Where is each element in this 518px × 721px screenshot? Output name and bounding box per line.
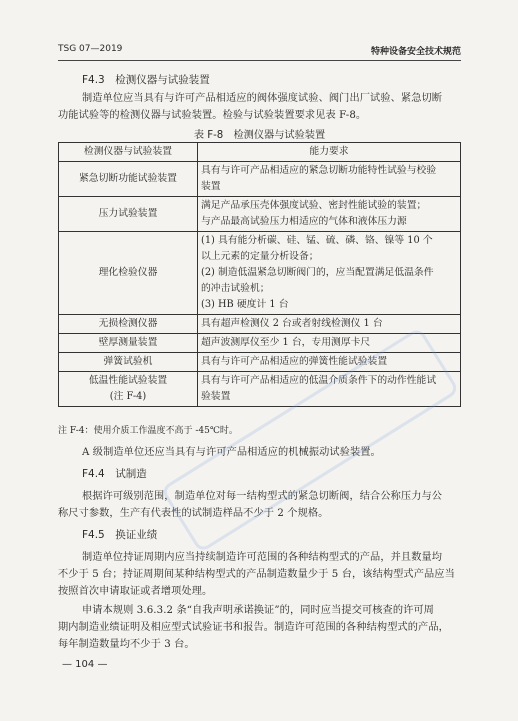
table-header-row xyxy=(59,143,461,162)
requirement-line: 与产品最高试验压力相适应的气体和液体压力源 xyxy=(201,216,407,227)
requirement-line: 验装置 xyxy=(201,391,231,402)
requirement-line: 具有与许可产品相适应的低温介质条件下的动作性能试 xyxy=(201,375,437,386)
table-caption: 表 F-8 检测仪器与试验装置 xyxy=(193,130,326,141)
section-f45-line-2: 不少于 5 台；持证周期间某种结构型式的产品制造数量少于 5 台，该结构型式产品应当 xyxy=(58,569,455,580)
section-f45-heading: F4.5 换证业绩 xyxy=(82,529,158,541)
requirement-line: 超声波测厚仪至少 1 台，专用测厚卡尺 xyxy=(201,337,371,348)
section-f45-line-6: 每年制造数量均不少于 3 台。 xyxy=(58,639,195,650)
equipment-name-note: (注 F-4) xyxy=(109,391,147,402)
equipment-name-text: 紧急切断功能试验装置 xyxy=(79,173,177,184)
requirement-line: 具有超声检测仪 2 台或者射线检测仪 1 台 xyxy=(201,318,383,329)
standard-code: TSG 07—2019 xyxy=(58,44,123,54)
requirement-line: 具有与许可产品相适应的弹簧性能试验装置 xyxy=(201,356,388,367)
section-f45-line-3: 按照首次申请取证或者增项处理。 xyxy=(58,586,213,597)
equipment-name xyxy=(59,315,198,334)
capability-requirement xyxy=(198,232,461,315)
section-f44-heading: F4.4 试制造 xyxy=(82,468,147,480)
equipment-name xyxy=(59,334,198,353)
section-f43-heading: F4.3 检测仪器与试验装置 xyxy=(82,74,210,86)
requirement-line: 满足产品承压壳体强度试验、密封性能试验的装置； xyxy=(201,200,427,211)
page-number: — 104 — xyxy=(62,659,108,670)
table-footnote: 注 F-4：使用介质工作温度不高于 -45℃时。 xyxy=(58,426,238,436)
section-f43-line-1: 制造单位应当具有与许可产品相适应的阀体强度试验、阀门出厂试验、紧急切断 xyxy=(82,93,443,104)
equipment-name xyxy=(59,232,198,315)
equipment-name xyxy=(59,162,198,197)
equipment-name xyxy=(59,372,198,407)
requirement-line: 的冲击试验机； xyxy=(201,283,270,294)
equipment-name-text: 无损检测仪器 xyxy=(98,318,158,329)
section-f45-line-1: 制造单位持证周期内应当持续制造许可范围的各种结构型式的产品，并且数量均 xyxy=(82,552,443,563)
equipment-name-text: 理化检验仪器 xyxy=(98,267,158,278)
requirement-line: 以上元素的定量分析设备； xyxy=(201,251,319,262)
equipment-name-text: 壁厚测量装置 xyxy=(98,337,158,348)
capability-requirement xyxy=(198,334,461,353)
paragraph-a-level: A 级制造单位还应当具有与许可产品相适应的机械振动试验装置。 xyxy=(82,447,381,458)
equipment-name-text: 低温性能试验装置 xyxy=(88,375,168,386)
requirement-line: (2) 制造低温紧急切断阀门的，应当配置满足低温条件 xyxy=(201,267,434,278)
capability-requirement xyxy=(198,162,461,197)
section-f45-line-5: 期内制造业绩证明及相应型式试验证书和报告。制造许可范围的各种结构型式的产品， xyxy=(58,622,449,633)
section-f44-line-1: 根据许可级别范围，制造单位对每一结构型式的紧急切断阀，结合公称压力与公 xyxy=(82,491,443,502)
equipment-name xyxy=(59,353,198,372)
header-divider xyxy=(58,60,461,61)
equipment-name-text: 压力试验装置 xyxy=(98,208,158,219)
requirement-line: 具有与许可产品相适应的紧急切断功能特性试验与校验 xyxy=(201,165,437,176)
requirement-line: (3) HB 硬度计 1 台 xyxy=(201,299,289,310)
capability-requirement xyxy=(198,353,461,372)
capability-requirement xyxy=(198,315,461,334)
capability-requirement xyxy=(198,372,461,407)
column-header-requirement: 能力要求 xyxy=(198,143,461,162)
table-row xyxy=(59,334,461,353)
section-f43-line-2: 功能试验等的检测仪器与试验装置。检验与试验装置要求见表 F-8。 xyxy=(58,110,367,121)
capability-requirement xyxy=(198,197,461,232)
table-row xyxy=(59,353,461,372)
table-row xyxy=(59,197,461,232)
equipment-name-text: 弹簧试验机 xyxy=(103,356,153,367)
requirement-line: 装置 xyxy=(201,181,221,192)
section-f45-line-4: 申请本规则 3.6.3.2 条“自我声明承诺换证”的，同时应当提交可核查的许可周 xyxy=(82,605,434,616)
table-row xyxy=(59,315,461,334)
table-row xyxy=(59,232,461,315)
section-f44-line-2: 称尺寸参数，生产有代表性的试制造样品不少于 2 个规格。 xyxy=(58,508,329,519)
column-header-equipment: 检测仪器与试验装置 xyxy=(59,143,198,162)
equipment-table xyxy=(58,142,461,407)
table-row xyxy=(59,162,461,197)
table-row xyxy=(59,372,461,407)
requirement-line: (1) 具有能分析碳、硅、锰、硫、磷、铬、镍等 10 个 xyxy=(201,235,433,246)
running-header xyxy=(58,44,461,58)
equipment-name xyxy=(59,197,198,232)
standard-title: 特种设备安全技术规范 xyxy=(370,47,461,57)
